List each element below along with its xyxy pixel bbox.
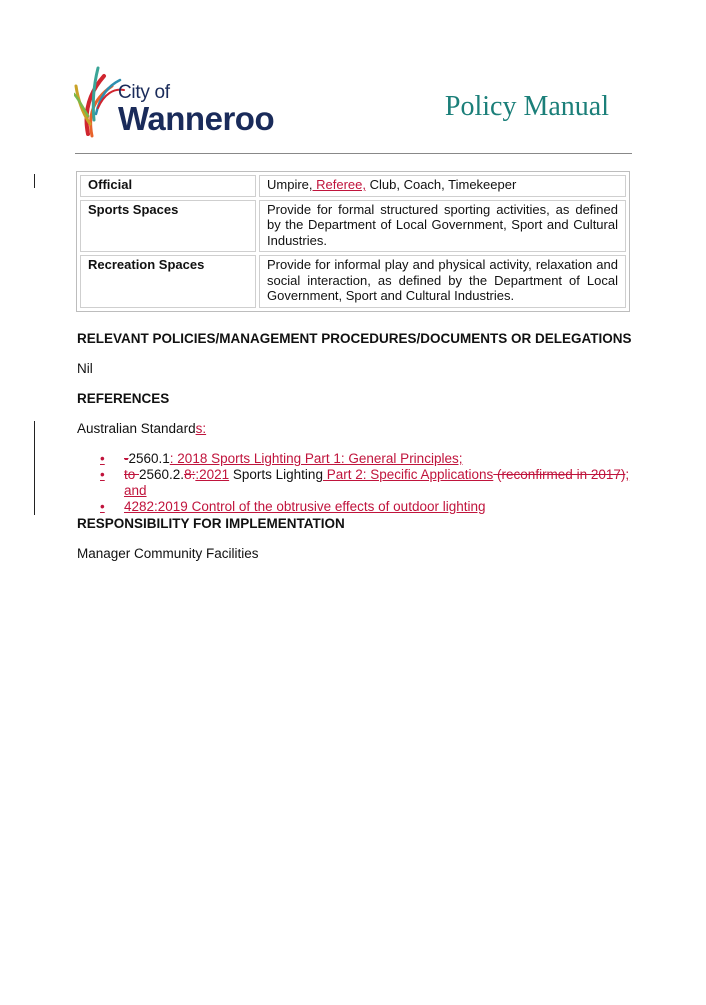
deleted-text: to <box>124 467 140 482</box>
references-heading: REFERENCES <box>77 391 170 406</box>
definition-cell: Provide for formal structured sporting activities, as defined by the Department of Local Government, Sport and Cultural Industries. <box>259 200 626 253</box>
relevant-policies-body: Nil <box>77 361 93 376</box>
references-intro <box>77 421 206 436</box>
list-item <box>100 499 635 515</box>
logo-text-city-of: City of <box>118 82 170 103</box>
deleted-text: 8 <box>184 467 192 482</box>
list-item <box>100 451 635 467</box>
table-row <box>80 200 626 253</box>
list-item <box>100 467 635 499</box>
table-row <box>80 255 626 308</box>
definition-text: Umpire, <box>267 177 313 192</box>
inserted-text: :2021 <box>195 467 230 482</box>
references-intro-text: Australian Standard <box>77 421 196 436</box>
responsibility-heading: RESPONSIBILITY FOR IMPLEMENTATION <box>77 516 345 531</box>
deleted-text: - <box>124 451 129 466</box>
definition-text: Club, Coach, Timekeeper <box>366 177 517 192</box>
inserted-text: ; and <box>124 467 630 498</box>
inserted-text: Referee, <box>312 177 366 192</box>
relevant-policies-heading: RELEVANT POLICIES/MANAGEMENT PROCEDURES/DOCUMENTS OR DELEGATIONS <box>77 331 632 346</box>
change-bar-references <box>34 421 35 515</box>
deleted-text: : <box>191 467 196 482</box>
bullet-icon: • <box>100 451 105 466</box>
bullet-icon: • <box>100 467 105 482</box>
inserted-text: s: <box>195 421 207 436</box>
term-cell: Recreation Spaces <box>80 255 256 308</box>
definitions-table <box>76 171 630 312</box>
reference-text: 2560.1 <box>128 451 170 466</box>
deleted-text: (reconfirmed in 2017) <box>493 467 626 482</box>
term-cell: Sports Spaces <box>80 200 256 253</box>
logo-text-wanneroo: Wanneroo <box>118 100 275 137</box>
document-title: Policy Manual <box>444 91 609 122</box>
bullet-icon: • <box>100 499 105 514</box>
inserted-text: 4282:2019 Control of the obtrusive effects of outdoor lighting <box>124 499 486 514</box>
reference-text: Sports Lighting <box>229 467 323 482</box>
definition-cell <box>259 175 626 197</box>
responsibility-body: Manager Community Facilities <box>77 546 259 561</box>
references-list <box>100 451 635 515</box>
term-cell: Official <box>80 175 256 197</box>
definition-cell: Provide for informal play and physical activity, relaxation and social interaction, as defined by the Department of Local Government, Sport and Cultural Industries. <box>259 255 626 308</box>
inserted-text: Part 2: Specific Applications <box>322 467 494 482</box>
header-divider <box>75 153 632 154</box>
inserted-text: : 2018 Sports Lighting Part 1: General Principles; <box>169 451 463 466</box>
change-bar-table <box>34 174 35 188</box>
reference-text: 2560.2. <box>139 467 185 482</box>
table-row <box>80 175 626 197</box>
